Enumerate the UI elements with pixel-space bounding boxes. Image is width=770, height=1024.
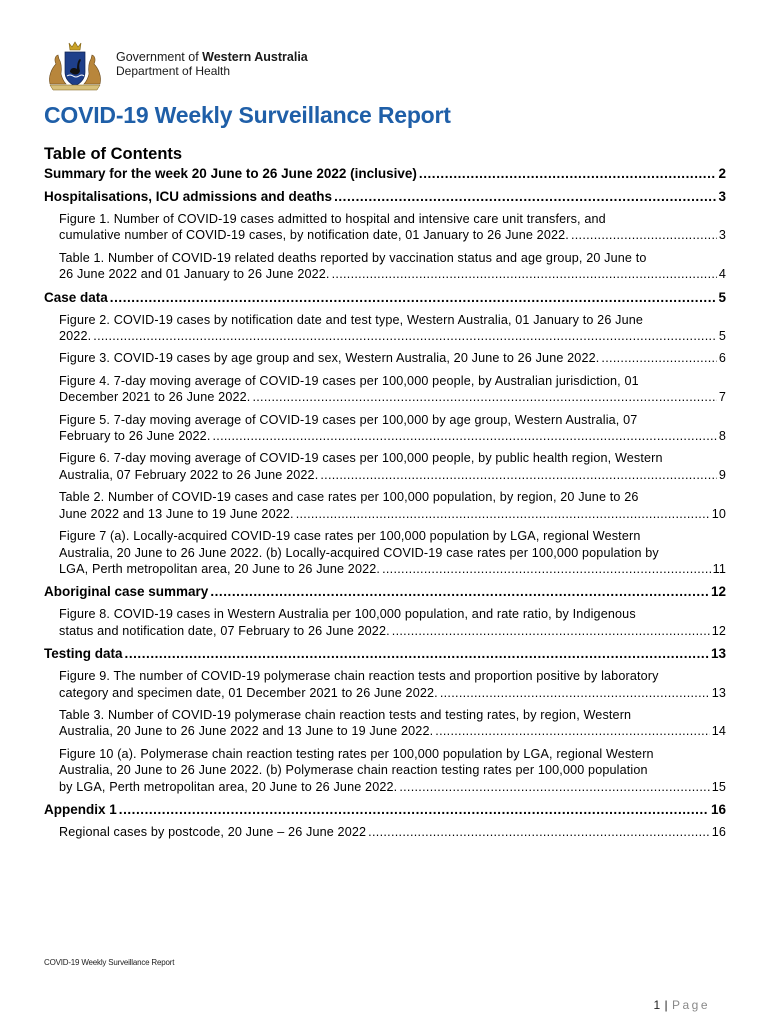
toc-dot-leader xyxy=(320,467,717,483)
toc-entry-text: cumulative number of COVID-19 cases, by notification date, 01 January to 26 June 2022. xyxy=(59,228,569,243)
toc-entry-text: Regional cases by postcode, 20 June – 26 June 2022 xyxy=(59,824,367,839)
government-name: Government of Western Australia xyxy=(116,50,308,64)
toc-subsection-link[interactable] xyxy=(44,412,726,445)
toc-subsection-link[interactable] xyxy=(44,668,726,701)
toc-dot-leader xyxy=(252,389,716,405)
toc-entry-text: June 2022 and 13 June to 19 June 2022. xyxy=(59,506,294,521)
toc-section-link[interactable] xyxy=(44,646,726,662)
toc-entry-text: December 2021 to 26 June 2022. xyxy=(59,390,251,405)
toc-page-number: 10 xyxy=(711,506,726,521)
toc-entry-text: Figure 5. 7-day moving average of COVID-19 cases per 100,000 by age group, Western Australia, 07 xyxy=(59,412,638,427)
toc-entry-text: February to 26 June 2022. xyxy=(59,429,211,444)
toc-page-number: 7 xyxy=(718,390,726,405)
toc-page-number: 6 xyxy=(718,351,726,366)
toc-entry-text: Summary for the week 20 June to 26 June 2022 (inclusive) xyxy=(44,166,417,181)
toc-dot-leader xyxy=(125,646,709,662)
toc-entry-text: Figure 8. COVID-19 cases in Western Australia per 100,000 population, and rate ratio, by Indigenous xyxy=(59,607,636,622)
toc-dot-leader xyxy=(210,584,709,600)
table-of-contents xyxy=(44,166,726,840)
toc-page-number: 9 xyxy=(718,467,726,482)
toc-dot-leader xyxy=(399,779,709,795)
toc-entry-text: Australia, 20 June to 26 June 2022. (b) Locally-acquired COVID-19 case rates per 100,000 population by xyxy=(59,545,659,560)
toc-section-link[interactable] xyxy=(44,802,726,818)
toc-entry-text: Appendix 1 xyxy=(44,801,117,817)
toc-entry-text: Figure 10 (a). Polymerase chain reaction testing rates per 100,000 population by LGA, regional Western xyxy=(59,746,654,761)
toc-dot-leader xyxy=(368,824,710,840)
toc-dot-leader xyxy=(110,290,717,306)
footer-report-name: COVID-19 Weekly Surveillance Report xyxy=(44,958,175,967)
toc-subsection-link[interactable] xyxy=(44,450,726,483)
toc-dot-leader xyxy=(332,266,717,282)
toc-dot-leader xyxy=(212,428,716,444)
toc-page-number: 11 xyxy=(712,561,726,576)
toc-subsection-link[interactable] xyxy=(44,373,726,406)
footer-page-number: 1 | Page xyxy=(653,998,710,1012)
toc-subsection-link[interactable] xyxy=(44,350,726,366)
toc-dot-leader xyxy=(119,802,709,818)
toc-dot-leader xyxy=(435,723,709,739)
toc-page-number: 13 xyxy=(710,646,726,662)
toc-page-number: 5 xyxy=(718,289,726,305)
toc-dot-leader xyxy=(419,166,717,182)
department-name: Department of Health xyxy=(116,64,231,78)
toc-dot-leader xyxy=(392,623,710,639)
toc-entry-text: Table 2. Number of COVID-19 cases and case rates per 100,000 population, by region, 20 June to 26 xyxy=(59,490,639,505)
toc-entry-text: Aboriginal case summary xyxy=(44,584,209,600)
toc-dot-leader xyxy=(334,189,716,205)
toc-entry-text: Figure 9. The number of COVID-19 polymerase chain reaction tests and proportion positive by laboratory xyxy=(59,669,659,684)
toc-page-number: 4 xyxy=(718,267,726,282)
toc-section-link[interactable] xyxy=(44,584,726,600)
toc-entry-text: Table 3. Number of COVID-19 polymerase chain reaction tests and testing rates, by region, Western xyxy=(59,707,632,722)
toc-page-number: 16 xyxy=(710,801,726,817)
toc-subsection-link[interactable] xyxy=(44,746,726,795)
toc-entry-text: status and notification date, 07 February to 26 June 2022. xyxy=(59,623,390,638)
report-title: COVID-19 Weekly Surveillance Report xyxy=(44,102,451,128)
toc-dot-leader xyxy=(571,227,717,243)
toc-subsection-link[interactable] xyxy=(44,312,726,345)
toc-page-number: 5 xyxy=(718,329,726,344)
toc-entry-text: Hospitalisations, ICU admissions and deaths xyxy=(44,189,333,204)
toc-entry-text: 26 June 2022 and 01 January to 26 June 2022. xyxy=(59,267,330,282)
toc-page-number: 16 xyxy=(711,824,726,839)
toc-dot-leader xyxy=(296,506,710,522)
toc-section-link[interactable] xyxy=(44,189,726,205)
toc-page-number: 15 xyxy=(711,779,726,794)
toc-entry-text: Figure 3. COVID-19 cases by age group and sex, Western Australia, 20 June to 26 June 2022. xyxy=(59,351,600,366)
toc-page-number: 3 xyxy=(718,228,726,243)
toc-entry-text: by LGA, Perth metropolitan area, 20 June to 26 June 2022. xyxy=(59,779,398,794)
toc-entry-text: Figure 4. 7-day moving average of COVID-19 cases per 100,000 people, by Australian jurisdiction, 01 xyxy=(59,373,639,388)
toc-page-number: 13 xyxy=(711,685,726,700)
toc-section-link[interactable] xyxy=(44,166,726,182)
toc-dot-leader xyxy=(440,685,710,701)
toc-page-number: 8 xyxy=(718,429,726,444)
toc-page-number: 12 xyxy=(711,623,726,638)
toc-entry-text: Australia, 07 February 2022 to 26 June 2022. xyxy=(59,467,319,482)
toc-dot-leader xyxy=(382,561,711,577)
toc-page-number: 12 xyxy=(710,584,726,600)
toc-subsection-link[interactable] xyxy=(44,250,726,283)
toc-page-number: 2 xyxy=(718,166,726,181)
toc-entry-text: Figure 1. Number of COVID-19 cases admitted to hospital and intensive care unit transfers, and xyxy=(59,212,606,226)
toc-entry-text: LGA, Perth metropolitan area, 20 June to 26 June 2022. xyxy=(59,561,381,576)
toc-section-link[interactable] xyxy=(44,290,726,306)
toc-entry-text: Australia, 20 June to 26 June 2022. (b) Polymerase chain reaction testing rates per 100,000 population xyxy=(59,763,648,778)
toc-subsection-link[interactable] xyxy=(44,606,726,639)
toc-entry-text: Figure 6. 7-day moving average of COVID-19 cases per 100,000 people, by public health region, Western xyxy=(59,451,663,466)
toc-dot-leader xyxy=(601,350,716,366)
wa-coat-of-arms-logo xyxy=(44,40,106,94)
toc-entry-text: Figure 2. COVID-19 cases by notification date and test type, Western Australia, 01 January to 26 June xyxy=(59,312,644,327)
toc-entry-text: category and specimen date, 01 December 2021 to 26 June 2022. xyxy=(59,685,438,700)
toc-entry-text: Table 1. Number of COVID-19 related deaths reported by vaccination status and age group, 20 June to xyxy=(59,250,647,265)
toc-subsection-link[interactable] xyxy=(44,528,726,577)
toc-subsection-link[interactable] xyxy=(44,707,726,740)
toc-page-number: 14 xyxy=(711,724,726,739)
toc-entry-text: 2022. xyxy=(59,329,92,344)
toc-entry-text: Figure 7 (a). Locally-acquired COVID-19 case rates per 100,000 population by LGA, regional Western xyxy=(59,529,641,544)
toc-subsection-link[interactable] xyxy=(44,824,726,840)
toc-entry-text: Australia, 20 June to 26 June 2022 and 13 June to 19 June 2022. xyxy=(59,724,434,739)
toc-subsection-link[interactable] xyxy=(44,211,726,244)
toc-page-number: 3 xyxy=(718,189,726,204)
toc-subsection-link[interactable] xyxy=(44,489,726,522)
toc-entry-text: Case data xyxy=(44,289,108,305)
toc-heading: Table of Contents xyxy=(44,145,183,163)
toc-entry-text: Testing data xyxy=(44,646,123,662)
toc-dot-leader xyxy=(93,328,717,344)
